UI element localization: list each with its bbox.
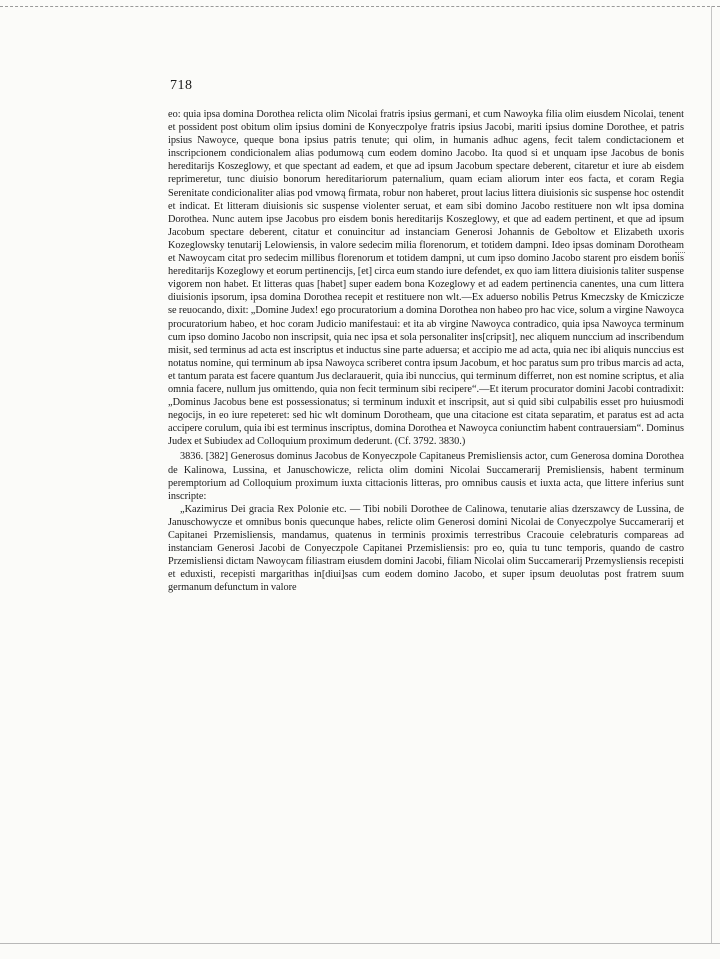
page-right-edge (711, 6, 712, 943)
page-bottom-edge (0, 943, 720, 944)
page-number: 718 (170, 78, 193, 93)
main-text (168, 108, 684, 594)
paragraph-continuation: eo: quia ipsa domina Dorothea relicta olim Nicolai fratris ipsius germani, et cum Nawoyka filia olim eiusdem Nicolai, tenent et possident post obitum olim ipsius domini de Konyeczpolye fratris ipsius Jacobi, mariti ipsius domine Dorothee, et patris ipsius Nawoyce, queque bona ipsius patris tenute; qui olim, in humanis adhuc agens, fecit talem condictacionem et inscripcionem condicionalem alias podumową cum eodem domino Jacobo. Ita quod si et unquam ipse Jacobus de bonis hereditarijs Koszeglowy, et que spectant ad eadem, et que ad ipsum Jacobum spectare deberent, citaretur et iure ab eisdem reprimeretur, tunc diuisio bonorum hereditariorum paternalium, quam eciam aliorum inter eos facta, et coram Regia Serenitate condicionaliter alias pod vmową firmata, robur non haberet, prout lacius littera diuisionis sic suspense hoc ostendit et indicat. Et litteram diuisionis sic suspense violenter seruat, et eam sibi domino Jacobo restituere non wlt ipsa domina Dorothea. Nunc autem ipse Jacobus pro eisdem bonis hereditarijs Koszeglowy, et que ad eadem pertinent, et que ad ipsum Jacobum spectare deberent, citatur et conuincitur ad instanciam Generosi Johannis de Geboltow et Elizabeth uxoris Kozeglowsky tenutarij Lelowiensis, in valore sedecim milia florenorum, et totidem dampni. Ideo ipsas dominam Dorotheam et Nawoycam citat pro sedecim millibus florenorum et totidem dampni, ut cum ipso domino Jacobo starent pro eisdem bonis hereditarijs Kozeglowy et eorum pertinencijs, [et] circa eum stando iure defendet, ex quo iam littera diuisionis taliter suspense vigorem non habet. Et litteras quas [habet] super eadem bona Kozeglowy et ad eadem pertinencia canentes, una cum littera diuisionis ipsorum, ipsa domina Dorothea recepit et restituere non wlt.—Ex aduerso nobilis Petrus Kmeczsky de Kmiczicze se reuocando, dixit: „Domine Judex! ego procuratorium a domina Dorothea non habeo pro hac vice, solum a virgine Nawoyca procuratorium habeo, et hoc coram Judicio manifestaui: et ita ab virgine Nawoyca contradico, quia ipsa Nawoyca terminum cum ipso domino Jacobo non inscripsit, quia nec ipsa et sola personaliter ins[cripsit], nec aliquem nunccium ad inscribendum misit, sed terminus ad acta est inscriptus et inductus sine parte aduersa; et accipio me ad acta, quia nec ibi aliquis nunccius est notatus nomine, qui terminum ab ipsa Nawoyca scriberet contra ipsum Jacobum, et hoc paratus sum pro tribus marcis ad acta, et tantum parata est facere quantum Jus declarauerit, quia ibi nunccius, qui terminum differret, non est nomine scriptus, et alia omnia facere, nullum jus omittendo, quia non fecit terminum sibi recipere“.—Et iterum procurator domini Jacobi contradixit: „Dominus Jacobus bene est possessionatus; si terminum induxit et inscripsit, aut si quid sibi culpabilis esset pro huiusmodi negocijs, in eo iure repeteret: sed hic wlt dominum Dorotheam, que una citacione est citata separatim, et paratus est ad acta accipere corulum, quia ibi est terminus inscriptus, domina Dorothea et Nawoyca coniunctim habent contrauersiam“. Dominus Judex et Subiudex ad Colloquium proximum dederunt. (Cf. 3792. 3830.) (168, 109, 684, 448)
paragraph-royal-citation: „Kazimirus Dei gracia Rex Polonie etc. — Tibi nobili Dorothee de Calinowa, tenutarie alias dzerszawcy de Lussina, de Januschowycze et omnibus bonis quecunque habes, relicte olim Generosi domini Nicolai de Conyeczpolye Succamerarij et Capitanei Przemisliensis, mandamus, quatenus in terminis proximis terrestribus Cracouie celebraturis compareas ad instanciam Generosi Jacobi de Conyeczpole Capitanei Przemisliensis: pro eo, quia tu tunc temporis, quando de castro Przemisliensi dictam Nawoycam filiastram eiusdem domini Jacobi, filiam Nicolai olim Succamerarij Przemysliensis recepisti et eduxisti, recepisti margarithas in[diui]sas cum eodem domino Jacobo, et super ipsum deuolutas post fratrem suum germanum defunctum in valore (168, 503, 684, 594)
paragraph-entry-3836: 3836. [382] Generosus dominus Jacobus de Konyeczpole Capitaneus Premisliensis actor, cum Generosa domina Dorothea de Kalinowa, Lussina, et Januschowicze, relicta olim domini Nicolai Succamerarij Premisliensis, habent terminum peremptorium ad Colloquium proximum iuxta cittacionis litteras, pro omnibus causis et iuxta acta, que littere inferius sunt inscripte: (168, 451, 684, 502)
page-top-edge (0, 6, 720, 7)
